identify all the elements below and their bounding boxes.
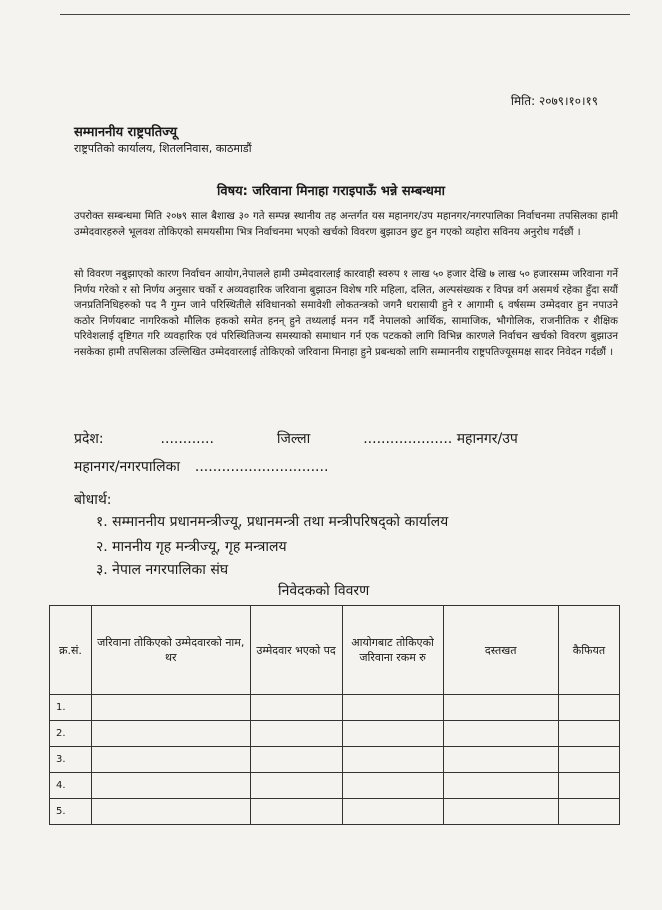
row-number: 2. [50,721,92,747]
letter-date: मिति: २०७९।१०।१९ [510,94,598,108]
cc-item: १. सम्माननीय प्रधानमन्त्रीज्यू, प्रधानमन्त्री तथा मन्त्रीपरिषद्को कार्यालय [96,514,449,530]
cc-item: ३. नेपाल नगरपालिका संघ [96,562,229,578]
cell-fine[interactable] [342,721,443,747]
table-row [50,721,620,747]
header-signature: दस्तखत [443,606,558,695]
table-row [50,773,620,799]
metro-label-continued: महानगर/नगरपालिका [74,459,180,475]
province-label: प्रदेश: [74,431,104,447]
table-row [50,799,620,825]
cell-signature[interactable] [443,799,558,825]
header-candidate-name: जरिवाना तोकिएको उम्मेदवारको नाम, थर [91,606,250,695]
addressee-address: राष्ट्रपतिको कार्यालय, शितलनिवास, काठमाडौं [74,142,252,155]
row-number: 1. [50,695,92,721]
addressee-name: सम्माननीय राष्ट्रपतिज्यू [74,125,178,140]
cell-remarks[interactable] [558,695,619,721]
cell-name[interactable] [91,695,250,721]
row-number: 3. [50,747,92,773]
cell-fine[interactable] [342,773,443,799]
body-paragraph-2: सो विवरण नबुझाएको कारण निर्वाचन आयोग,नेपालले हामी उम्मेदवारलाई कारवाही स्वरुप १ लाख ५० हजार देखि ७ लाख ५० हजारसम्म जरिवाना गर्ने निर्णय गरेको र सो निर्णय अनुसार चर्को र अव्यवहारिक जरिवाना बुझाउन विशेष गरि महिला, दलित, अल्पसंख्यक र विपन्न वर्ग असमर्थ रहेका हुँदा सयौं जनप्रतिनिधिहरुको पद नै गुम्न जाने परिस्थितीले संविधानको समावेशी लोकतन्त्रको जगनै धरासायी हुने र आगामी ६ वर्षसम्म उम्मेदवार हुन नपाउने कठोर निर्णयबाट नागरिकको मौलिक हकको समेत हनन् हुने तथ्यलाई मनन गर्दै नेपालको आर्थिक, सामाजिक, भौगोलिक, राजनीतिक र शैक्षिक परिवेशलाई दृष्टिगत गरि व्यवहारिक एवं परिस्थितिजन्य समस्याको समाधान गर्न एक पटकको लागि विभिन्न कारणले निर्वाचन खर्चको विवरण बुझाउन नसकेका हामी तपसिलका उल्लिखित उम्मेदवारलाई तोकिएको जरिवाना मिनाहा हुने प्रबन्धको लागि सम्माननीय राष्ट्रपतिज्यूसमक्ष सादर निवेदन गर्दछौं । [74,269,618,358]
row-number: 4. [50,773,92,799]
cc-item: २. माननीय गृह मन्त्रीज्यू, गृह मन्त्रालय [96,539,287,555]
cell-fine[interactable] [342,695,443,721]
table-row [50,695,620,721]
cell-signature[interactable] [443,747,558,773]
district-blank[interactable]: .................... [363,431,453,447]
province-blank[interactable]: ............ [160,431,214,447]
header-remarks: कैफियत [558,606,619,695]
cell-name[interactable] [91,799,250,825]
table-header-row [50,606,620,695]
cell-remarks[interactable] [558,773,619,799]
header-fine-amount: आयोगबाट तोकिएको जरिवाना रकम रु [342,606,443,695]
header-post: उम्मेदवार भएको पद [250,606,342,695]
cell-remarks[interactable] [558,721,619,747]
cell-name[interactable] [91,747,250,773]
location-fill-line-1 [74,429,622,448]
metro-blank[interactable]: .............................. [194,459,329,475]
row-number: 5. [50,799,92,825]
cell-fine[interactable] [342,747,443,773]
cell-post[interactable] [250,799,342,825]
cc-label: बोधार्थ: [74,492,112,508]
district-label: जिल्ला [276,431,311,447]
location-fill-line-2 [74,457,622,476]
applicant-details-table [49,605,620,825]
table-title: निवेदकको विवरण [278,583,370,599]
cell-signature[interactable] [443,695,558,721]
cell-post[interactable] [250,695,342,721]
cell-remarks[interactable] [558,747,619,773]
cell-post[interactable] [250,773,342,799]
top-rule [60,14,630,15]
letter-subject: विषय: जरिवाना मिनाहा गराइपाऊँ भन्ने सम्बन्धमा [216,184,446,199]
header-serial: क्र.सं. [50,606,92,695]
cell-signature[interactable] [443,773,558,799]
body-paragraph-1: उपरोक्त सम्बन्धमा मिति २०७९ साल बैशाख ३० गते सम्पन्न स्थानीय तह अन्तर्गत यस महानगर/उप महानगर/नगरपालिका निर्वाचनमा तपसिलका हामी उम्मेदवारहरुले भूलवश तोकिएको समयसीमा भित्र निर्वाचनमा भएको खर्चको विवरण बुझाउन छुट हुन गएको व्यहोरा सविनय अनुरोध गर्दछौं । [74,211,618,238]
cell-signature[interactable] [443,721,558,747]
metro-label: महानगर/उप [456,431,518,447]
cell-post[interactable] [250,721,342,747]
cell-post[interactable] [250,747,342,773]
cell-name[interactable] [91,721,250,747]
table-row [50,747,620,773]
cell-name[interactable] [91,773,250,799]
cell-remarks[interactable] [558,799,619,825]
cell-fine[interactable] [342,799,443,825]
